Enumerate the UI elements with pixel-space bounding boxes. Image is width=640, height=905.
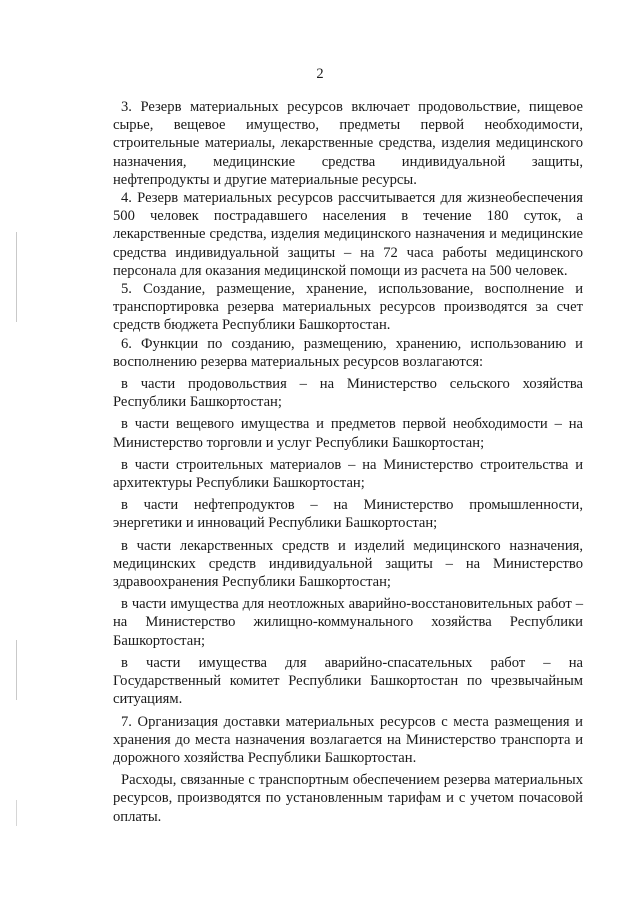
paragraph-expenses: Расходы, связанные с транспортным обеспечением резерва материальных ресурсов, производятся по установленным тарифам и с учетом почасовой оплаты. [113,772,583,825]
subitem-rescue: в части имущества для аварийно-спасательных работ – на Государственный комитет Республики Башкортостан по чрезвычайным ситуациям. [113,654,583,708]
subitem-food: в части продовольствия – на Министерство сельского хозяйства Республики Башкортостан; [113,376,583,411]
paragraph-item-3: 3. Резерв материальных ресурсов включает продовольствие, пищевое сырье, вещевое имущество, предметы первой необходимости, строительные материалы, лекарственные средства, изделия медицинского назначения, медицинские средства индивидуальной защиты, нефтепродукты и другие материальные ресурсы. [113,99,583,188]
scan-margin-mark [16,640,17,700]
subitem-medical: в части лекарственных средств и изделий медицинского назначения, медицинских средств индивидуальной защиты – на Министерство здравоохранения Республики Башкортостан; [113,537,583,591]
scan-margin-mark [16,800,17,826]
subitem-construction: в части строительных материалов – на Министерство строительства и архитектуры Республики Башкортостан; [113,456,583,492]
subitem-clothing: в части вещевого имущества и предметов первой необходимости – на Министерство торговли и услуг Республики Башкортостан; [113,416,583,451]
subitem-emergency-restoration: в части имущества для неотложных аварийно-восстановительных работ – на Министерство жилищно-коммунального хозяйства Республики Башкортостан; [113,596,583,649]
paragraph-item-5: 5. Создание, размещение, хранение, использование, восполнение и транспортировка резерва материальных ресурсов производятся за счет средств бюджета Республики Башкортостан. [113,281,583,334]
subitem-petroleum: в части нефтепродуктов – на Министерство промышленности, энергетики и инноваций Республики Башкортостан; [113,497,583,532]
document-body [113,98,583,826]
paragraph-item-6: 6. Функции по созданию, размещению, хранению, использованию и восполнению резерва материальных ресурсов возлагаются: [113,335,583,370]
paragraph-item-4: 4. Резерв материальных ресурсов рассчитывается для жизнеобеспечения 500 человек пострадавшего населения в течение 180 суток, а лекарственные средства, изделия медицинского назначения и медицинские средства индивидуальной защиты – на 72 часа работы медицинского персонала для оказания медицинской помощи из расчета на 500 человек. [113,190,583,279]
page-number: 2 [316,66,324,82]
scan-margin-mark [16,232,17,322]
paragraph-item-7: 7. Организация доставки материальных ресурсов с места размещения и хранения до места назначения возлагается на Министерство транспорта и дорожного хозяйства Республики Башкортостан. [113,713,583,766]
